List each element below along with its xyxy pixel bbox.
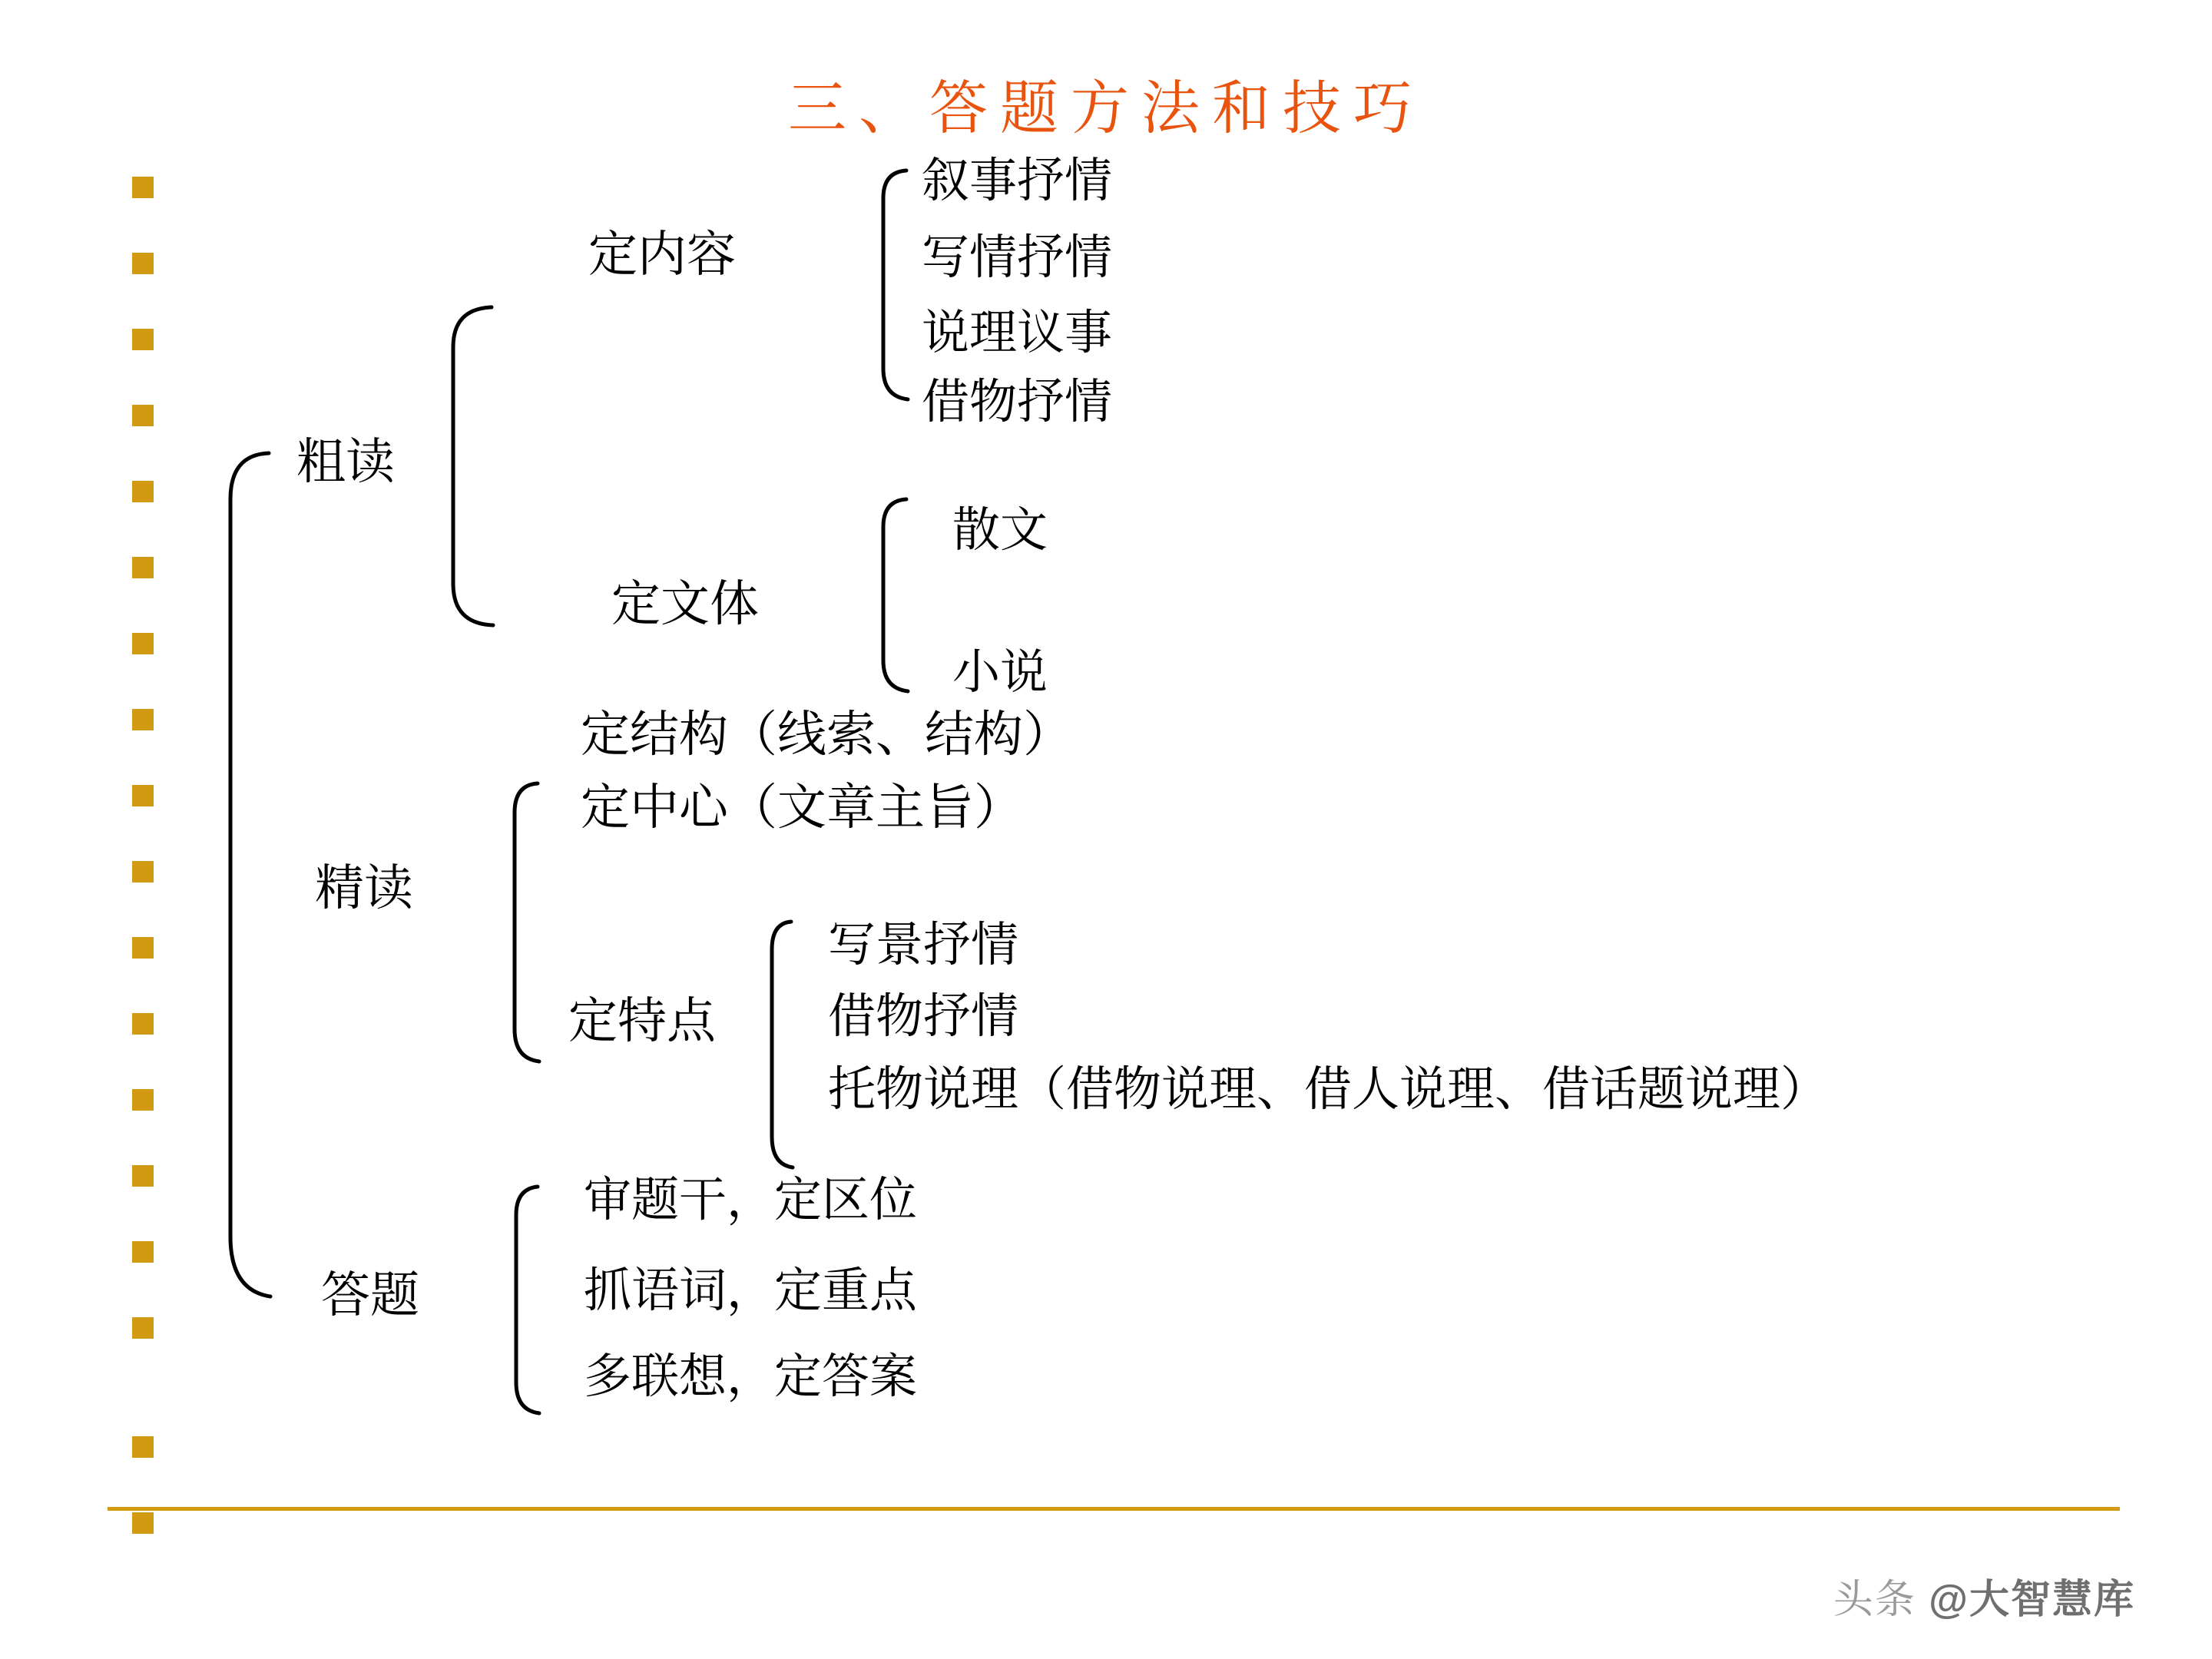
bullet-square — [132, 405, 154, 426]
bullet-square — [132, 253, 154, 274]
leaf-shuoli-yishi: 说理议事 — [922, 307, 1113, 359]
node-ding-wenti: 定文体 — [611, 577, 759, 631]
page-title: 三、答题方法和技巧 — [788, 77, 1424, 141]
leaf-sanwen: 散文 — [952, 505, 1048, 557]
bullet-square — [132, 709, 154, 730]
bullet-square — [132, 861, 154, 882]
bullet-square — [132, 329, 154, 350]
bullet-square — [132, 1241, 154, 1263]
footer-divider — [108, 1507, 2120, 1511]
leaf-xiejing-shuqing: 写景抒情 — [828, 919, 1019, 972]
node-cuchi: 粗读 — [296, 435, 395, 489]
leaf-jiewu-shuqing: 借物抒情 — [922, 376, 1113, 429]
leaf-xieqing-shuqing: 写情抒情 — [922, 232, 1113, 284]
bullet-square — [132, 1089, 154, 1111]
node-ding-zhongxin: 定中心（文章主旨） — [581, 780, 1023, 835]
node-ding-jiegou: 定结构（线索、结构） — [581, 707, 1072, 762]
leaf-xiaoshuo: 小说 — [952, 647, 1048, 699]
watermark-handle: @大智慧库 — [1929, 1578, 2135, 1622]
bullet-square — [132, 785, 154, 806]
leaf-xushi-shuqing: 叙事抒情 — [922, 155, 1113, 207]
bullet-square — [132, 1512, 154, 1534]
watermark-prefix: 头条 — [1833, 1578, 1929, 1622]
leaf-tuowu-shuoli: 托物说理（借物说理、借人说理、借话题说理） — [828, 1064, 1829, 1116]
node-jingdu: 精读 — [315, 861, 413, 916]
node-dati: 答题 — [321, 1268, 419, 1323]
watermark — [1833, 1567, 2135, 1624]
bullet-square — [132, 1013, 154, 1035]
leaf-duolianxiang: 多联想，定答案 — [584, 1351, 918, 1403]
node-ding-tedian: 定特点 — [568, 994, 716, 1048]
node-ding-neirong: 定内容 — [588, 227, 736, 282]
bullet-square — [132, 937, 154, 959]
leaf-zhuayuci: 抓语词，定重点 — [584, 1265, 918, 1317]
leaf-shentigan: 审题干，定区位 — [584, 1174, 918, 1227]
bullet-square — [132, 1436, 154, 1458]
leaf-jiewu-shuqing-2: 借物抒情 — [828, 991, 1019, 1043]
bullet-square — [132, 557, 154, 578]
bullet-square — [132, 1165, 154, 1187]
bullet-square — [132, 177, 154, 198]
bullet-square — [132, 633, 154, 654]
bullet-square — [132, 1317, 154, 1339]
bullet-square — [132, 481, 154, 502]
